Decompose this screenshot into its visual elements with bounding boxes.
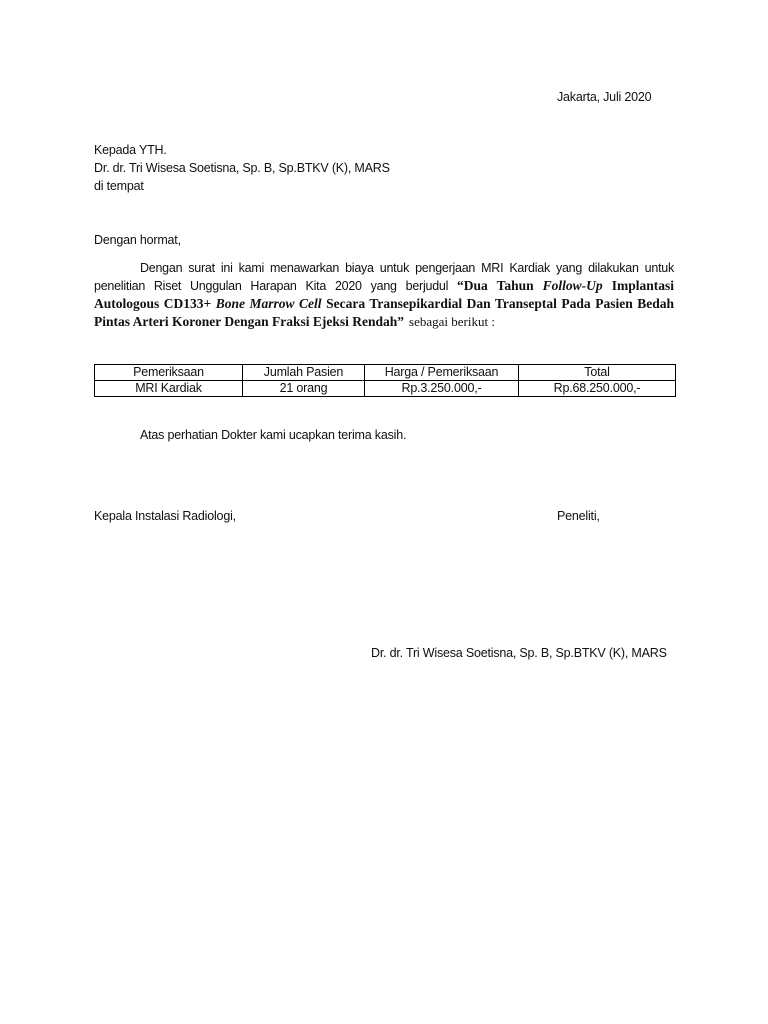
signature-left-title: Kepala Instalasi Radiologi,	[94, 509, 236, 523]
study-title-part-1: Dua Tahun	[463, 278, 543, 293]
signature-right-name: Dr. dr. Tri Wisesa Soetisna, Sp. B, Sp.BTKV (K), MARS	[371, 646, 667, 660]
letter-date: Jakarta, Juli 2020	[557, 90, 652, 104]
recipient-place: di tempat	[94, 179, 144, 193]
body-outro: sebagai berikut :	[409, 314, 495, 329]
table-header-row	[95, 365, 676, 381]
header-total: Total	[519, 365, 676, 381]
title-quote-close: ”	[397, 314, 405, 329]
cost-table	[94, 364, 676, 397]
cell-pemeriksaan: MRI Kardiak	[95, 381, 243, 397]
table-row	[95, 381, 676, 397]
body-intro: Dengan surat ini kami menawarkan biaya untuk pengerjaan MRI Kardiak yang dilakukan untuk penelitian Riset Unggulan Harapan Kita 2020 yang berjudul	[94, 261, 674, 293]
header-jumlah-pasien: Jumlah Pasien	[243, 365, 365, 381]
closing-sentence: Atas perhatian Dokter kami ucapkan terima kasih.	[140, 428, 407, 442]
recipient-address-line: Kepada YTH.	[94, 143, 167, 157]
study-title-part-3: Secara Transepikardial Dan Transeptal Pada Pasien Bedah Pintas Arteri Koroner Dengan Fraksi Ejeksi Rendah	[94, 296, 674, 329]
study-title-italic-1: Follow-Up	[542, 278, 603, 293]
greeting: Dengan hormat,	[94, 233, 181, 247]
cell-total: Rp.68.250.000,-	[519, 381, 676, 397]
title-quote-open: “	[457, 278, 464, 293]
signature-right-title: Peneliti,	[557, 509, 600, 523]
cell-harga: Rp.3.250.000,-	[365, 381, 519, 397]
header-harga-per-pemeriksaan: Harga / Pemeriksaan	[365, 365, 519, 381]
body-paragraph	[94, 260, 674, 331]
study-title-part-2: Implantasi Autologous CD133+	[94, 278, 674, 311]
header-pemeriksaan: Pemeriksaan	[95, 365, 243, 381]
study-title-italic-2: Bone Marrow Cell	[215, 296, 322, 311]
cell-jumlah-pasien: 21 orang	[243, 381, 365, 397]
recipient-name: Dr. dr. Tri Wisesa Soetisna, Sp. B, Sp.BTKV (K), MARS	[94, 161, 390, 175]
